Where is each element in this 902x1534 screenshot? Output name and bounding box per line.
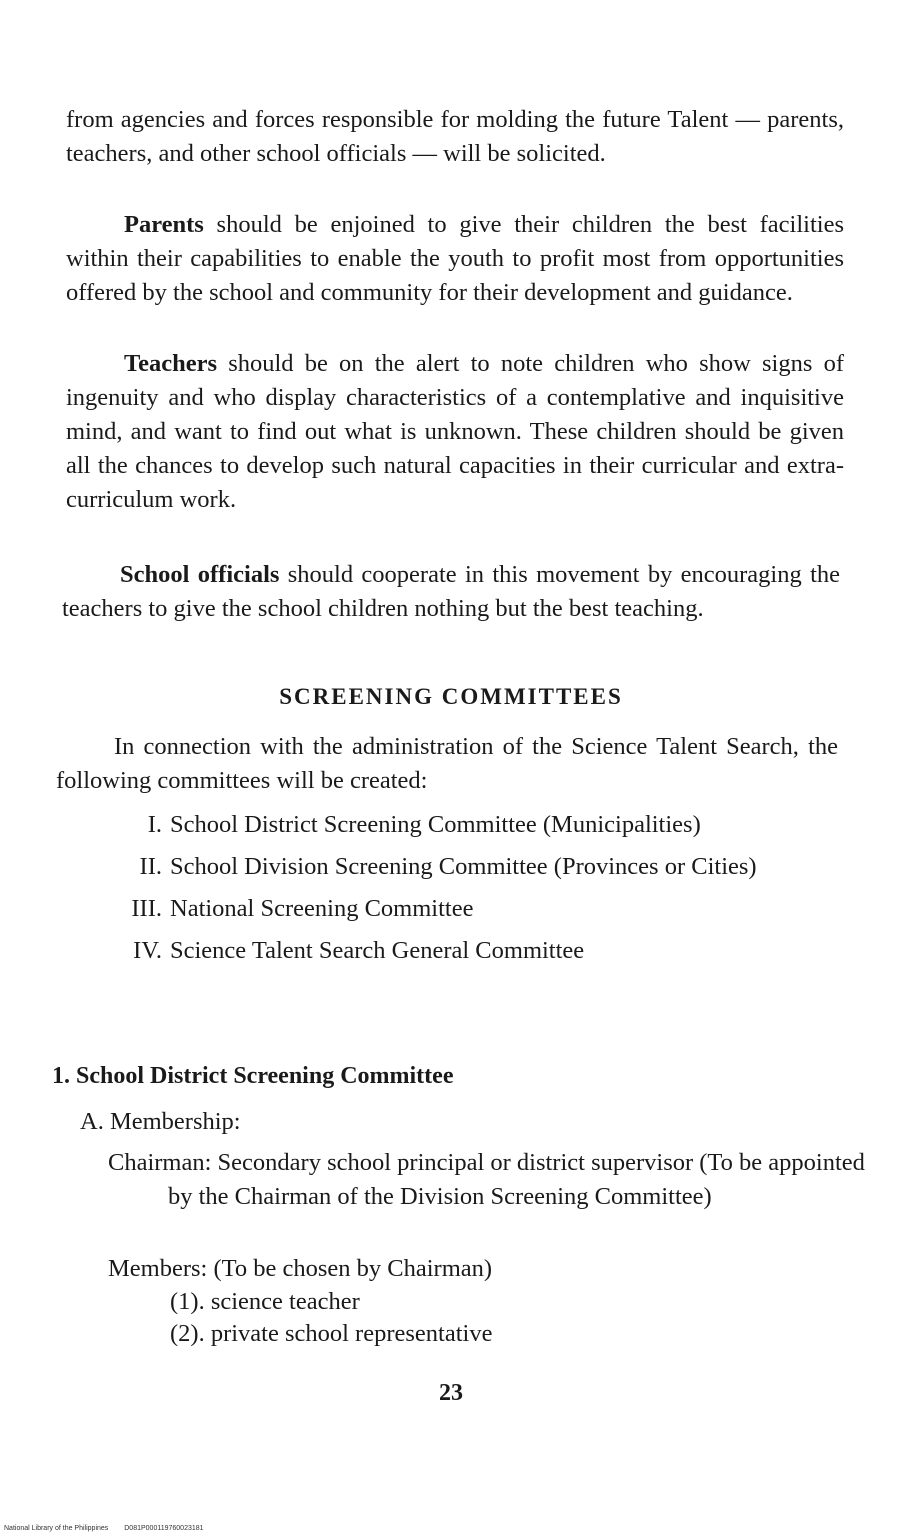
paragraph-continuation bbox=[66, 103, 844, 171]
members-text: Members: (To be chosen by Chairman) bbox=[108, 1255, 493, 1282]
list-item bbox=[118, 892, 838, 926]
list-item-number: II. bbox=[139, 853, 162, 880]
list-item-text: Science Talent Search General Committee bbox=[170, 937, 585, 964]
paragraph-lead-school-officials: School officials bbox=[120, 561, 280, 588]
list-item-text: School Division Screening Committee (Provinces or Cities) bbox=[170, 853, 757, 880]
list-item bbox=[118, 934, 838, 968]
paragraph-school-officials bbox=[62, 558, 840, 626]
paragraph-lead-teachers: Teachers bbox=[124, 350, 217, 377]
list-item-number: III. bbox=[131, 895, 162, 922]
list-item-number: IV. bbox=[133, 937, 162, 964]
committee-list bbox=[118, 808, 838, 976]
section-heading: SCREENING COMMITTEES bbox=[279, 684, 623, 709]
member-item: (2). private school representative bbox=[170, 1320, 493, 1347]
member-item: (1). science teacher bbox=[170, 1288, 360, 1315]
page-number: 23 bbox=[439, 1380, 463, 1406]
paragraph-teachers bbox=[66, 347, 844, 517]
paragraph-text: should cooperate in this movement by encouraging the teachers to give the school children nothing but the best teaching. bbox=[62, 561, 840, 622]
footer-code: D081P000119760023181 bbox=[124, 1525, 204, 1532]
list-item-number: I. bbox=[147, 811, 162, 838]
footer-library: National Library of the Philippines bbox=[4, 1525, 109, 1532]
paragraph-parents bbox=[66, 208, 844, 310]
list-item-text: School District Screening Committee (Municipalities) bbox=[170, 811, 701, 838]
list-item bbox=[118, 808, 838, 842]
chairman-text: Chairman: Secondary school principal or district supervisor (To be appointed by the Chairman of the Division Screening Committee) bbox=[108, 1149, 865, 1210]
subsection-title: 1. School District Screening Committee bbox=[52, 1063, 454, 1089]
paragraph-text: from agencies and forces responsible for molding the future Talent — parents, teachers, and other school officials — will be solicited. bbox=[66, 106, 844, 167]
paragraph-lead-parents: Parents bbox=[124, 211, 204, 238]
list-item-text: National Screening Committee bbox=[170, 895, 474, 922]
membership-label: A. Membership: bbox=[80, 1108, 241, 1135]
footer bbox=[4, 1525, 218, 1532]
screening-intro: In connection with the administration of the Science Talent Search, the following committees will be created: bbox=[56, 733, 838, 794]
list-item bbox=[118, 850, 838, 884]
paragraph-text: should be enjoined to give their children the best facilities within their capabilities to enable the youth to profit most from opportunities offered by the school and community for their development and guidance. bbox=[66, 211, 844, 306]
paragraph-text: should be on the alert to note children who show signs of ingenuity and who display characteristics of a contemplative and inquisitive mind, and want to find out what is unknown. These children should be given all the chances to develop such natural capacities in their curricular and extra-curriculum work. bbox=[66, 350, 844, 513]
